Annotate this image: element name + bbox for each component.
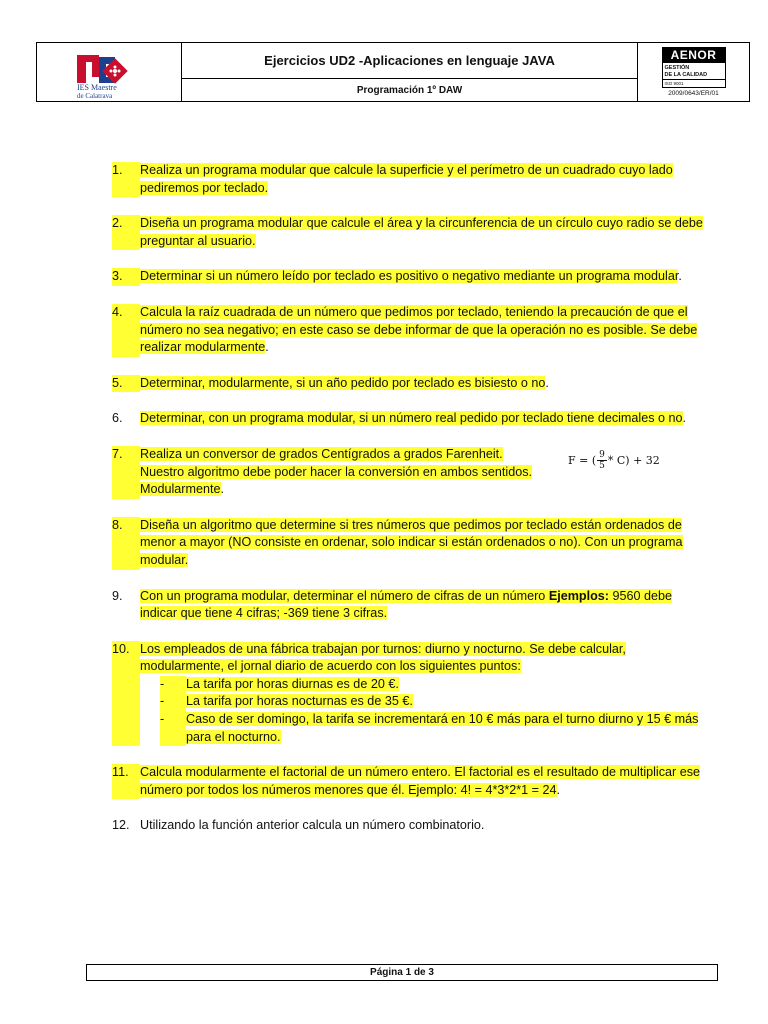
document-header: [36, 42, 750, 102]
logo-text-1: IES Maestre: [77, 83, 117, 92]
item-text: Calcula la raíz cuadrada de un número que pedimos por teclado, teniendo la precaución de que el número no sea negativo; en este caso se debe informar de que la operación no es posible. Se debe realizar modularmente: [140, 304, 698, 355]
list-item: [112, 517, 712, 570]
list-item: [112, 764, 712, 799]
item-number: 4.: [112, 304, 140, 357]
document-title: Ejercicios UD2 -Aplicaciones en lenguaje JAVA: [182, 43, 637, 79]
item-number: 2.: [112, 215, 140, 250]
item-tail: .: [265, 340, 269, 355]
item-text: Los empleados de una fábrica trabajan por turnos: diurno y nocturno. Se debe calcular, modularmente, el jornal diario de acuerdo con los siguientes puntos:: [140, 641, 626, 674]
list-item: [112, 588, 712, 623]
item-tail: .: [545, 375, 549, 390]
cert-code: 2009/0643/ER/01: [668, 90, 719, 97]
item-tail: .: [682, 411, 687, 426]
sub-item: [160, 693, 712, 711]
list-item: [112, 375, 712, 393]
document-subtitle: Programación 1º DAW: [356, 84, 463, 96]
item-number: 7.: [112, 446, 140, 499]
item-text: Utilizando la función anterior calcula un número combinatorio.: [140, 818, 485, 833]
aenor-brand: AENOR: [663, 48, 725, 63]
logo-text-2: de Calatrava: [77, 92, 113, 100]
list-item: [112, 162, 712, 197]
list-item: [112, 410, 712, 428]
sub-text: Caso de ser domingo, la tarifa se incrementará en 10 € más para el turno diurno y 15 € más para el nocturno.: [186, 712, 699, 744]
aenor-line1: GESTIÓN: [664, 65, 690, 71]
aenor-iso: ISO 9001: [663, 79, 725, 87]
ies-logo-icon: [37, 43, 181, 101]
sub-item: [160, 676, 712, 694]
list-item: [112, 268, 712, 286]
page-footer: [86, 964, 718, 981]
item-number: 3.: [112, 268, 140, 286]
item-tail: .: [678, 269, 682, 284]
item-number: 11.: [112, 764, 140, 799]
formula-rhs: * C) + 32: [607, 453, 660, 467]
item-number: 9.: [112, 588, 123, 603]
list-item: [112, 641, 712, 747]
page-number: Página 1 de 3: [370, 967, 434, 978]
list-item: [112, 304, 712, 357]
aenor-logo: [662, 47, 726, 88]
sub-dash: -: [160, 676, 186, 694]
aenor-certification: [637, 43, 749, 101]
formula-numerator: 9: [599, 449, 605, 460]
conversion-formula: [568, 450, 660, 471]
item-text: Determinar si un número leído por teclado es positivo o negativo mediante un programa modular: [140, 269, 679, 284]
sub-text: La tarifa por horas diurnas es de 20 €.: [186, 676, 399, 691]
item-text: Realiza un conversor de grados Centígrados a grados Farenheit. Nuestro algoritmo debe poder hacer la conversión en ambos sentidos. Modularmente: [140, 446, 533, 497]
item-number: 5.: [112, 375, 140, 393]
formula-denominator: 5: [599, 460, 605, 471]
exercise-list: [112, 162, 712, 853]
item-number: 6.: [112, 411, 123, 426]
item-text: Realiza un programa modular que calcule la superficie y el perímetro de un cuadrado cuyo lado pediremos por teclado.: [140, 163, 673, 195]
formula-fraction: [597, 450, 607, 471]
item-tail: .: [220, 482, 225, 497]
item-text: Calcula modularmente el factorial de un número entero. El factorial es el resultado de multiplicar ese número por todos los números menores que él. Ejemplo: 4! = 4*3*2*1 = 24: [140, 765, 701, 797]
sub-dash: -: [160, 711, 186, 746]
item-number: 10.: [112, 641, 140, 747]
item-number: 8.: [112, 517, 140, 570]
item-tail: .: [556, 782, 561, 797]
list-item: [112, 817, 712, 835]
formula-lhs: F = (: [568, 453, 597, 467]
item-text-2: 9560 debe indicar que tiene 4 cifras; -369 tiene 3 cifras.: [140, 588, 673, 621]
item-bold: Ejemplos:: [548, 588, 609, 603]
item-text: Diseña un programa modular que calcule el área y la circunferencia de un círculo cuyo radio se debe preguntar al usuario.: [140, 216, 703, 248]
item-text: Con un programa modular, determinar el número de cifras de un número: [140, 588, 549, 603]
aenor-line2: DE LA CALIDAD: [664, 71, 708, 78]
list-item: [112, 215, 712, 250]
sub-dash: -: [160, 693, 186, 711]
item-text: Diseña un algoritmo que determine si tres números que pedimos por teclado están ordenados de menor a mayor (NO consiste en ordenar, solo indicar si están ordenados o no). Con un programa modular.: [140, 517, 683, 567]
sub-item: [160, 711, 712, 746]
item-number: 1.: [112, 162, 140, 197]
item-text: Determinar, con un programa modular, si un número real pedido por teclado tiene decimales o no: [140, 411, 683, 426]
sub-text: La tarifa por horas nocturnas es de 35 €.: [186, 694, 413, 709]
item-text: Determinar, modularmente, si un año pedido por teclado es bisiesto o no: [140, 375, 546, 390]
list-item: [112, 446, 712, 499]
item-number: 12.: [112, 818, 130, 833]
school-logo: [37, 43, 182, 101]
